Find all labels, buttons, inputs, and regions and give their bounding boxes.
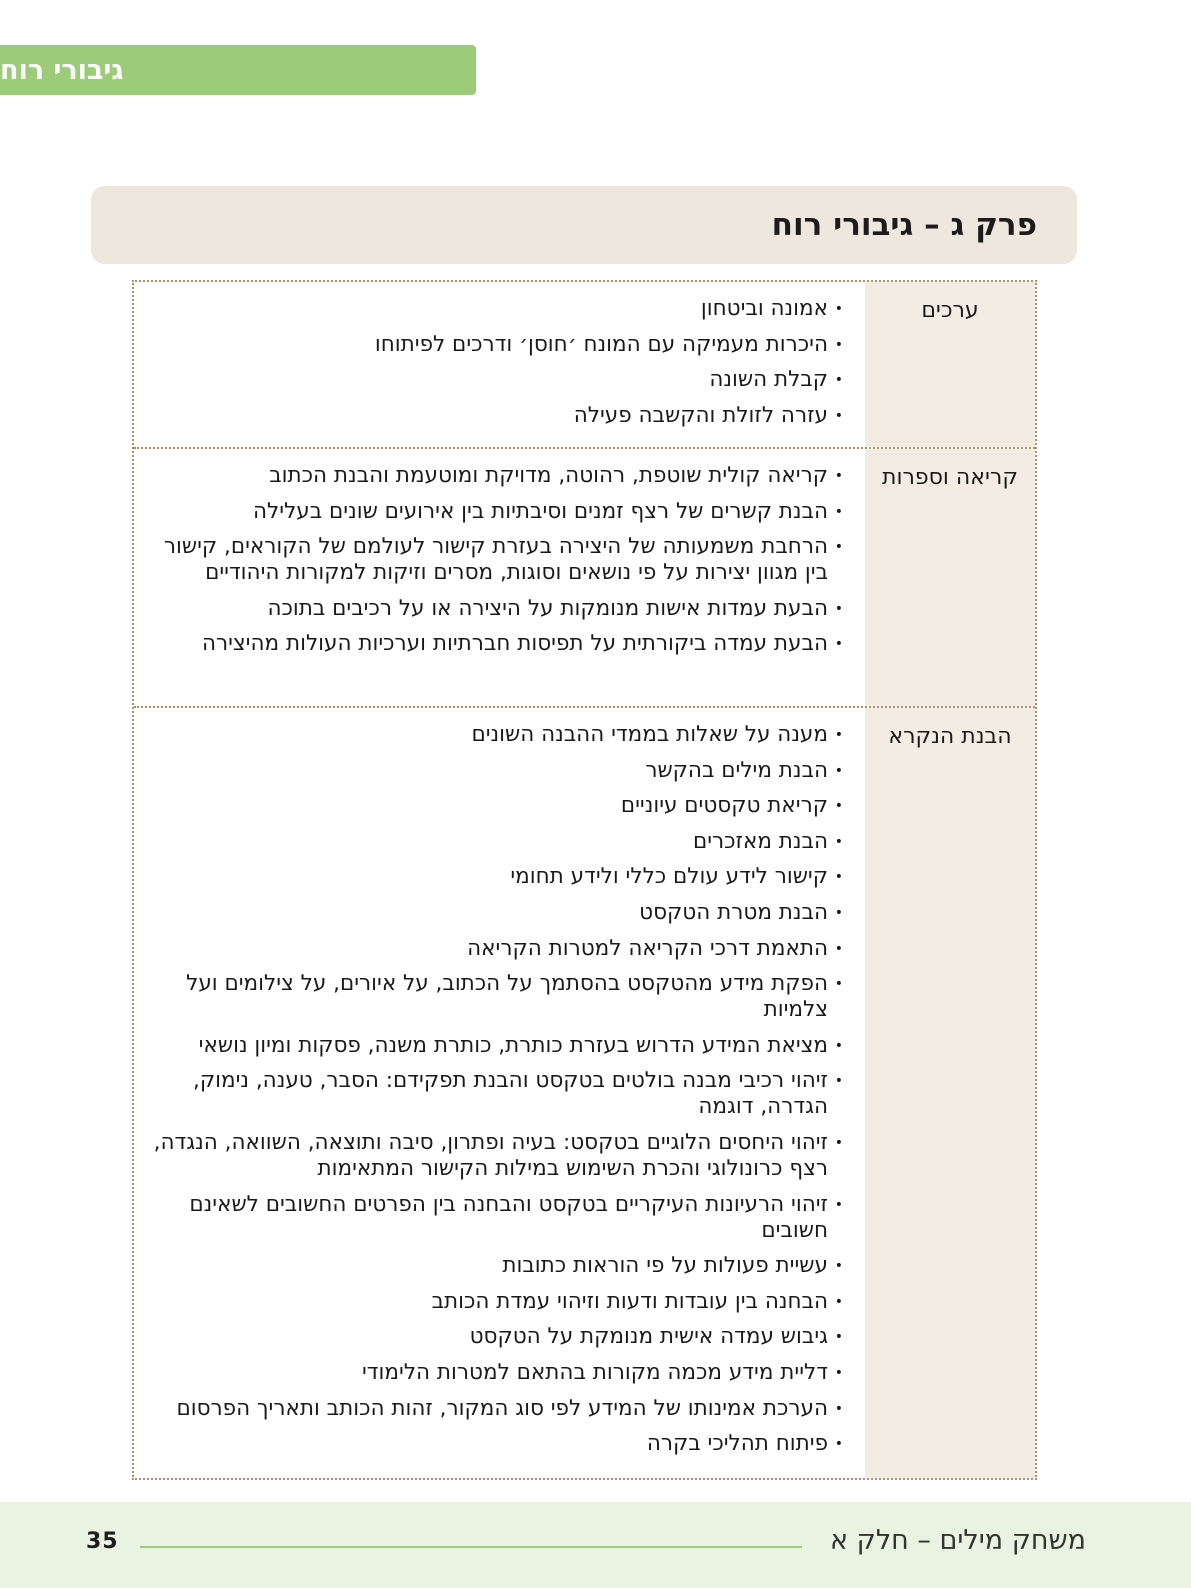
list-item: • קריאה קולית שוטפת, רהוטה, מדויקת ומוטעמת והבנת הכתוב (142, 463, 840, 489)
list-item: • הבנת מילים בהקשר (142, 758, 840, 784)
list-item: • הבחנה בין עובדות ודעות וזיהוי עמדת הכותב (142, 1289, 840, 1315)
category-cell: הבנת הנקרא (865, 708, 1035, 1478)
list-item: • עשיית פעולות על פי הוראות כתובות (142, 1253, 840, 1279)
list-item: • הבנת קשרים של רצף זמנים וסיבתיות בין אירועים שונים בעלילה (142, 499, 840, 525)
chapter-header (91, 186, 1077, 264)
items-list (142, 722, 840, 1457)
chapter-title: פרק ג – גיבורי רוח (771, 207, 1037, 243)
items-list (142, 463, 840, 657)
section-tab (0, 45, 476, 95)
list-item: • גיבוש עמדה אישית מנומקת על הטקסט (142, 1324, 840, 1350)
page-number: 35 (86, 1529, 119, 1554)
list-item: • קבלת השונה (142, 367, 840, 393)
list-item: • הרחבת משמעותה של היצירה בעזרת קישור לעולמם של הקוראים, קישור בין מגוון יצירות על פי נושאים וסוגות, מסרים וזיקות למקורות היהודיים (142, 534, 840, 586)
section-tab-label: גיבורי רוח (0, 54, 124, 86)
list-item: • פיתוח תהליכי בקרה (142, 1431, 840, 1457)
list-item: • מציאת המידע הדרוש בעזרת כותרת, כותרת משנה, פסקות ומיון נושאי (142, 1033, 840, 1059)
items-cell (134, 282, 865, 447)
list-item: • היכרות מעמיקה עם המונח ׳חוסן׳ ודרכים לפיתוחו (142, 332, 840, 358)
list-item: • קריאת טקסטים עיוניים (142, 793, 840, 819)
list-item: • עזרה לזולת והקשבה פעילה (142, 403, 840, 429)
objectives-table (132, 280, 1037, 1480)
book-title: משחק מילים – חלק א (830, 1525, 1086, 1556)
list-item: • קישור לידע עולם כללי ולידע תחומי (142, 864, 840, 890)
list-item: • מענה על שאלות בממדי ההבנה השונים (142, 722, 840, 748)
list-item: • הערכת אמינותו של המידע לפי סוג המקור, זהות הכותב ותאריך הפרסום (142, 1396, 840, 1422)
items-cell (134, 449, 865, 706)
category-cell: ערכים (865, 282, 1035, 447)
list-item: • זיהוי היחסים הלוגיים בטקסט: בעיה ופתרון, סיבה ותוצאה, השוואה, הנגדה, רצף כרונולוגי והכרת השימוש במילות הקישור המתאימות (142, 1130, 840, 1182)
table-row-reading-comprehension (134, 706, 1035, 1478)
footer-divider (140, 1546, 802, 1548)
list-item: • דליית מידע מכמה מקורות בהתאם למטרות הלימודי (142, 1360, 840, 1386)
list-item: • הבנת מטרת הטקסט (142, 900, 840, 926)
list-item: • זיהוי הרעיונות העיקריים בטקסט והבחנה בין הפרטים החשובים לשאינם חשובים (142, 1192, 840, 1244)
items-list (142, 296, 840, 429)
category-cell: קריאה וספרות (865, 449, 1035, 706)
list-item: • אמונה וביטחון (142, 296, 840, 322)
items-cell (134, 708, 865, 1478)
table-row-reading-literature (134, 447, 1035, 706)
list-item: • הבנת מאזכרים (142, 829, 840, 855)
list-item: • הבעת עמדות אישות מנומקות על היצירה או על רכיבים בתוכה (142, 596, 840, 622)
list-item: • הפקת מידע מהטקסט בהסתמך על הכתוב, על איורים, על צילומים ועל צלמיות (142, 971, 840, 1023)
list-item: • הבעת עמדה ביקורתית על תפיסות חברתיות וערכיות העולות מהיצירה (142, 631, 840, 657)
list-item: • זיהוי רכיבי מבנה בולטים בטקסט והבנת תפקידם: הסבר, טענה, נימוק, הגדרה, דוגמה (142, 1068, 840, 1120)
page-footer (0, 1502, 1191, 1588)
table-row-values (134, 282, 1035, 447)
list-item: • התאמת דרכי הקריאה למטרות הקריאה (142, 936, 840, 962)
